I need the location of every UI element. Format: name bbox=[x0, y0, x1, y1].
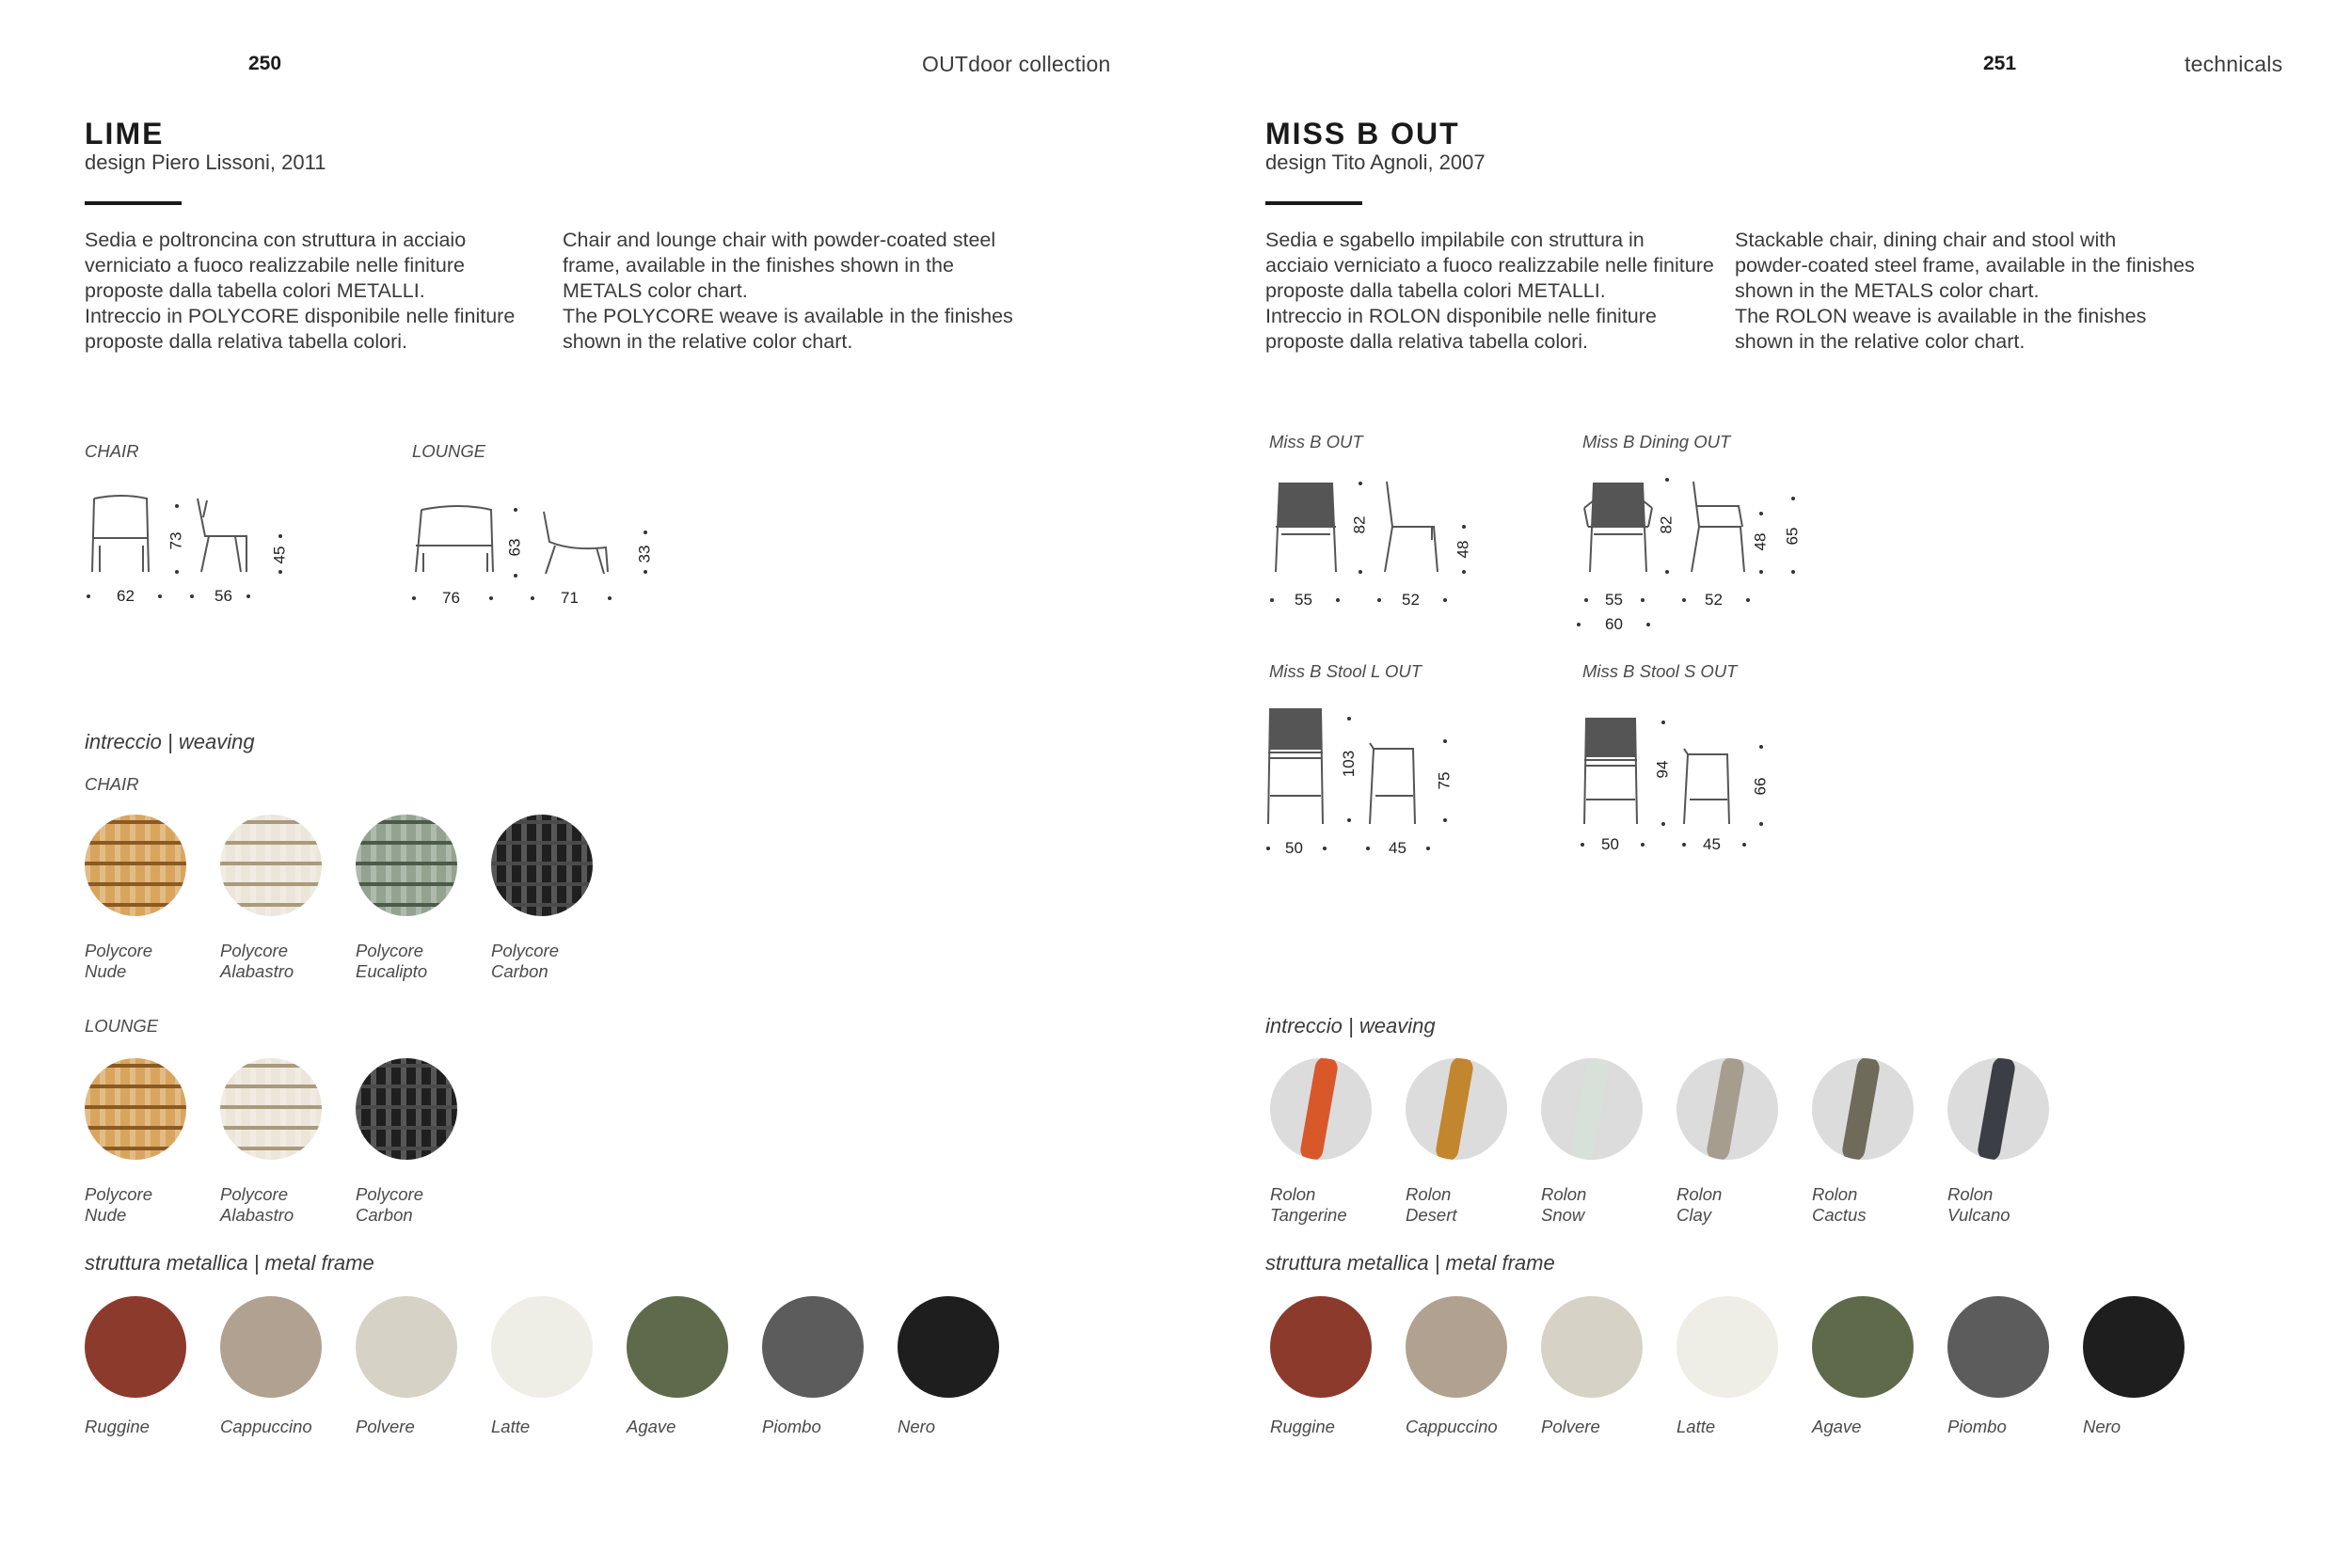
missb-description-it: Sedia e sgabello impilabile con struttura in acciaio verniciato a fuoco realizzabile nelle finiture proposte dalla tabella colori METALLI. Intreccio in ROLON disponibile nelle finiture proposte dalla relativa tabella colori. bbox=[1265, 229, 1714, 353]
right-page-number: 251 bbox=[1983, 53, 2017, 74]
missb-weave-swatch bbox=[1677, 1058, 1778, 1160]
lime-weave-chair-swatch bbox=[220, 815, 322, 916]
missb-stool-s-drawing bbox=[1579, 715, 1795, 828]
missb-frame-label: Agave bbox=[1812, 1417, 1862, 1436]
missb-frame-label: Polvere bbox=[1541, 1417, 1600, 1436]
missb-dining-depth: 52 bbox=[1705, 591, 1723, 609]
missb-weave-swatch bbox=[1947, 1058, 2049, 1160]
missb-frame-swatch bbox=[1812, 1296, 1914, 1398]
missb-stool-s-width: 50 bbox=[1601, 835, 1619, 853]
lime-weave-lounge-label: Polycore Alabastro bbox=[220, 1184, 294, 1225]
missb-frame-swatch bbox=[1406, 1296, 1507, 1398]
lime-weave-lounge-swatch bbox=[85, 1058, 186, 1160]
missb-frame-title: struttura metallica | metal frame bbox=[1265, 1251, 1555, 1275]
lime-divider bbox=[85, 201, 182, 205]
lime-weave-lounge-swatch bbox=[356, 1058, 457, 1160]
lime-frame-swatch bbox=[898, 1296, 999, 1398]
missb-chair-drawing bbox=[1270, 480, 1486, 578]
lime-frame-swatch bbox=[85, 1296, 186, 1398]
missb-title: MISS B OUT bbox=[1265, 117, 1460, 150]
missb-weave-label: Rolon Tangerine bbox=[1270, 1184, 1347, 1225]
lime-description-en: Chair and lounge chair with powder-coated steel frame, available in the finishes shown in the METALS color chart. The POLYCORE weave is available in the finishes shown in the relative color chart. bbox=[563, 229, 1013, 353]
lime-weave-chair-label: Polycore Nude bbox=[85, 941, 152, 981]
lime-frame-label: Agave bbox=[627, 1417, 676, 1436]
missb-chair-label: Miss B OUT bbox=[1269, 432, 1363, 451]
lime-chair-seat: 45 bbox=[270, 546, 289, 564]
lime-frame-label: Ruggine bbox=[85, 1417, 150, 1436]
left-page-number: 250 bbox=[248, 53, 282, 74]
lime-lounge-seat: 33 bbox=[635, 545, 654, 563]
lime-weave-lounge-label: Polycore Nude bbox=[85, 1184, 152, 1225]
missb-stool-l-depth: 45 bbox=[1389, 839, 1406, 857]
lime-lounge-drawing bbox=[412, 499, 657, 602]
missb-stool-l-seat: 75 bbox=[1435, 771, 1454, 790]
missb-stool-l-height: 103 bbox=[1340, 750, 1359, 778]
missb-frame-label: Latte bbox=[1677, 1417, 1716, 1436]
lime-chair-width: 62 bbox=[117, 587, 135, 605]
section-header: technicals bbox=[2185, 52, 2283, 76]
missb-chair-height: 82 bbox=[1350, 515, 1369, 534]
missb-dining-label: Miss B Dining OUT bbox=[1582, 432, 1731, 451]
lime-lounge-label: LOUNGE bbox=[412, 441, 486, 461]
missb-dining-seat: 48 bbox=[1751, 532, 1770, 551]
missb-stool-s-height: 94 bbox=[1653, 760, 1672, 779]
lime-lounge-height: 63 bbox=[505, 538, 524, 557]
missb-weave-label: Rolon Snow bbox=[1541, 1184, 1587, 1225]
lime-frame-swatch bbox=[627, 1296, 728, 1398]
lime-weaving-lounge-label: LOUNGE bbox=[85, 1016, 159, 1036]
lime-frame-label: Piombo bbox=[762, 1417, 821, 1436]
missb-weave-swatch bbox=[1406, 1058, 1507, 1160]
missb-frame-label: Piombo bbox=[1947, 1417, 2007, 1436]
lime-frame-label: Nero bbox=[898, 1417, 936, 1436]
missb-stool-l-drawing bbox=[1264, 705, 1481, 828]
missb-stool-s-label: Miss B Stool S OUT bbox=[1582, 661, 1738, 681]
missb-dining-height: 82 bbox=[1657, 515, 1676, 534]
missb-dining-width: 55 bbox=[1605, 591, 1623, 609]
missb-stool-s-seat: 66 bbox=[1751, 777, 1770, 796]
lime-weaving-chair-label: CHAIR bbox=[85, 774, 139, 794]
missb-dining-width-arms: 60 bbox=[1605, 615, 1623, 633]
missb-stool-l-width: 50 bbox=[1285, 839, 1303, 857]
lime-chair-depth: 56 bbox=[215, 587, 232, 605]
missb-stool-s-depth: 45 bbox=[1703, 835, 1721, 853]
missb-weave-label: Rolon Clay bbox=[1677, 1184, 1723, 1225]
lime-description-it: Sedia e poltroncina con struttura in acciaio verniciato a fuoco realizzabile nelle finiture proposte dalla tabella colori METALLI. Intreccio in POLYCORE disponibile nelle finiture proposte dalla relativa tabella colori. bbox=[85, 229, 516, 353]
lime-frame-swatch bbox=[356, 1296, 457, 1398]
lime-title: LIME bbox=[85, 117, 165, 150]
missb-frame-swatch bbox=[1270, 1296, 1372, 1398]
missb-divider bbox=[1265, 201, 1362, 205]
missb-weaving-title: intreccio | weaving bbox=[1265, 1014, 1436, 1037]
missb-frame-swatch bbox=[1947, 1296, 2049, 1398]
missb-frame-swatch bbox=[1541, 1296, 1643, 1398]
missb-chair-width: 55 bbox=[1295, 591, 1312, 609]
missb-frame-label: Nero bbox=[2083, 1417, 2122, 1436]
missb-weave-swatch bbox=[1812, 1058, 1914, 1160]
missb-weave-swatch bbox=[1270, 1058, 1372, 1160]
missb-description-en: Stackable chair, dining chair and stool with powder-coated steel frame, available in the finishes shown in the METALS color chart. The ROLON weave is available in the finishes shown in the relative color chart. bbox=[1735, 229, 2195, 353]
lime-frame-title: struttura metallica | metal frame bbox=[85, 1251, 374, 1275]
lime-chair-label: CHAIR bbox=[85, 441, 139, 461]
missb-frame-swatch bbox=[1677, 1296, 1778, 1398]
lime-frame-label: Cappuccino bbox=[220, 1417, 312, 1436]
missb-frame-swatch bbox=[2083, 1296, 2185, 1398]
lime-weaving-title: intreccio | weaving bbox=[85, 730, 255, 753]
lime-chair-height: 73 bbox=[167, 531, 185, 550]
lime-lounge-depth: 71 bbox=[561, 589, 579, 607]
missb-weave-label: Rolon Vulcano bbox=[1947, 1184, 2010, 1225]
missb-stool-l-label: Miss B Stool L OUT bbox=[1269, 661, 1422, 681]
lime-weave-lounge-swatch bbox=[220, 1058, 322, 1160]
lime-frame-swatch bbox=[491, 1296, 593, 1398]
lime-weave-lounge-label: Polycore Carbon bbox=[356, 1184, 423, 1225]
missb-designer: design Tito Agnoli, 2007 bbox=[1265, 150, 1486, 174]
lime-lounge-width: 76 bbox=[442, 589, 460, 607]
missb-weave-swatch bbox=[1541, 1058, 1643, 1160]
lime-designer: design Piero Lissoni, 2011 bbox=[85, 150, 326, 174]
lime-weave-chair-swatch bbox=[491, 815, 593, 916]
missb-frame-label: Cappuccino bbox=[1406, 1417, 1498, 1436]
missb-weave-label: Rolon Cactus bbox=[1812, 1184, 1867, 1225]
missb-weave-label: Rolon Desert bbox=[1406, 1184, 1457, 1225]
missb-frame-label: Ruggine bbox=[1270, 1417, 1335, 1436]
lime-weave-chair-label: Polycore Alabastro bbox=[220, 941, 294, 981]
missb-chair-depth: 52 bbox=[1402, 591, 1420, 609]
lime-frame-swatch bbox=[762, 1296, 864, 1398]
lime-frame-label: Polvere bbox=[356, 1417, 415, 1436]
lime-frame-swatch bbox=[220, 1296, 322, 1398]
missb-dining-arm-height: 65 bbox=[1783, 527, 1802, 546]
collection-header: OUTdoor collection bbox=[922, 52, 1111, 76]
missb-chair-seat: 48 bbox=[1454, 540, 1472, 559]
lime-weave-chair-swatch bbox=[85, 815, 186, 916]
lime-weave-chair-swatch bbox=[356, 815, 457, 916]
lime-weave-chair-label: Polycore Carbon bbox=[491, 941, 559, 981]
lime-frame-label: Latte bbox=[491, 1417, 531, 1436]
lime-weave-chair-label: Polycore Eucalipto bbox=[356, 941, 428, 981]
missb-dining-drawing bbox=[1581, 480, 1806, 578]
